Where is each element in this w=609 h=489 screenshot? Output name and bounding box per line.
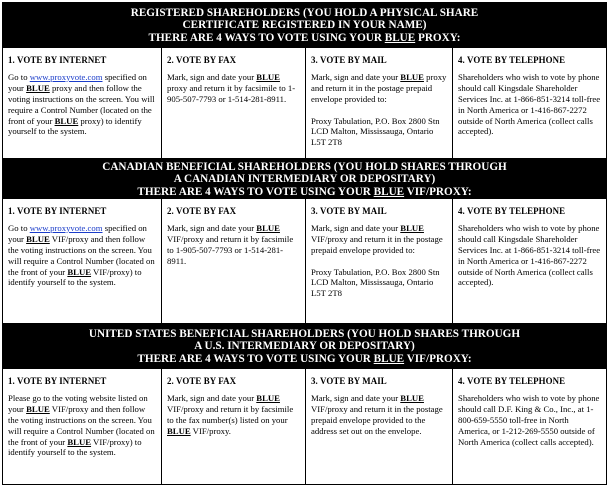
cell-title: 1. VOTE BY INTERNET [8, 55, 107, 65]
canadian-beneficial-section [3, 158, 606, 323]
vote-by-mail-cell: 3. VOTE BY MAIL Mark, sign and date your BLUE VIF/proxy and return it in the postage prepaid envelope provided to the address set out on the envelope. [306, 369, 453, 484]
cell-title: 4. VOTE BY TELEPHONE [458, 55, 566, 65]
vote-by-telephone-cell: 4. VOTE BY TELEPHONE Shareholders who wish to vote by phone should call D.F. King & Co., Inc., at 1-800-659-5550 toll-free in North America, or 1-212-269-5550 outside of North America (collect calls accepted). [453, 369, 606, 484]
vote-by-fax-cell: 2. VOTE BY FAX Mark, sign and date your BLUE VIF/proxy and return it by facsimile to 1-905-507-7793 or 1-514-281-8911. [162, 199, 306, 323]
mail-address: Proxy Tabulation, P.O. Box 2800 Stn LCD Malton, Mississauga, Ontario L5T 2T8 [311, 115, 440, 148]
cell-title: 4. VOTE BY TELEPHONE [458, 376, 566, 386]
header-line-3: THERE ARE 4 WAYS TO VOTE USING YOUR BLUE VIF/PROXY: [137, 185, 472, 198]
section-header [3, 158, 606, 199]
cell-title: 3. VOTE BY MAIL [311, 206, 387, 216]
vote-by-internet-cell: 1. VOTE BY INTERNET Please go to the voting website listed on your BLUE VIF/proxy and then follow the voting instructions on the screen. You will require a Control Number (located on the front of your BLUE VIF/proxy) to identify yourself to the system. [3, 369, 162, 484]
vote-by-telephone-cell: 4. VOTE BY TELEPHONE Shareholders who wish to vote by phone should call Kingsdale Shareholder Services Inc. at 1-866-851-3214 toll-free in North America or 1-416-867-2272 outside of North America (collect calls accepted). [458, 206, 601, 288]
header-line-1: UNITED STATES BENEFICIAL SHAREHOLDERS (YOU HOLD SHARES THROUGH [88, 328, 521, 340]
proxyvote-link[interactable]: www.proxyvote.com [29, 222, 103, 233]
header-line-2: A U.S. INTERMEDIARY OR DEPOSITARY) [194, 340, 415, 353]
proxyvote-link[interactable]: www.proxyvote.com [29, 71, 103, 82]
cell-title: 2. VOTE BY FAX [167, 376, 237, 386]
cell-title: 3. VOTE BY MAIL [311, 55, 387, 65]
header-line-2: CERTIFICATE REGISTERED IN YOUR NAME) [182, 19, 427, 32]
header-line-3: THERE ARE 4 WAYS TO VOTE USING YOUR BLUE VIF/PROXY: [137, 352, 472, 365]
header-line-1: REGISTERED SHAREHOLDERS (YOU HOLD A PHYSICAL SHARE [130, 7, 479, 19]
vote-by-internet-cell: 1. VOTE BY INTERNET Go to www.proxyvote.com specified on your BLUE proxy and then follow the voting instructions on the screen. You will require a Control Number (located on the front of your BLUE proxy) to identify yourself to the system. [3, 48, 162, 158]
voting-methods-row [3, 199, 606, 323]
header-line-3: THERE ARE 4 WAYS TO VOTE USING YOUR BLUE PROXY: [148, 31, 461, 44]
vote-by-fax-cell: 2. VOTE BY FAX Mark, sign and date your BLUE VIF/proxy and return it by facsimile to the fax number(s) listed on your BLUE VIF/proxy. [162, 369, 306, 484]
cell-title: 4. VOTE BY TELEPHONE [458, 206, 566, 216]
mail-address: Proxy Tabulation, P.O. Box 2800 Stn LCD Malton, Mississauga, Ontario L5T 2T8 [311, 266, 440, 299]
cell-title: 1. VOTE BY INTERNET [8, 376, 107, 386]
vote-by-internet-cell: 1. VOTE BY INTERNET Go to www.proxyvote.com specified on your BLUE VIF/proxy and then follow the voting instructions on the screen. You will require a Control Number (located on the front of your BLUE VIF/proxy) to identify yourself to the system. [3, 199, 162, 323]
cell-title: 2. VOTE BY FAX [167, 206, 237, 216]
voting-methods-row [3, 369, 606, 484]
header-line-1: CANADIAN BENEFICIAL SHAREHOLDERS (YOU HOLD SHARES THROUGH [102, 161, 507, 173]
cell-title: 1. VOTE BY INTERNET [8, 206, 107, 216]
voting-methods-row [3, 48, 606, 158]
cell-title: 2. VOTE BY FAX [167, 55, 237, 65]
registered-shareholders-section [3, 3, 606, 158]
section-header [3, 3, 606, 48]
vote-by-fax-cell: 2. VOTE BY FAX Mark, sign and date your BLUE proxy and return it by facsimile to 1-905-507-7793 or 1-514-281-8911. [162, 48, 306, 158]
header-line-2: A CANADIAN INTERMEDIARY OR DEPOSITARY) [173, 173, 436, 186]
cell-title: 3. VOTE BY MAIL [311, 376, 387, 386]
voting-instructions-table [2, 2, 607, 485]
vote-by-mail-cell: 3. VOTE BY MAIL Mark, sign and date your BLUE VIF/proxy and return it in the postage prepaid envelope provided to: Proxy Tabulation, P.O. Box 2800 Stn LCD Malton, Mississauga, Ontario L5T 2T8 [306, 199, 453, 323]
vote-by-mail-cell: 3. VOTE BY MAIL Mark, sign and date your BLUE proxy and return it in the postage prepaid envelope provided to: Proxy Tabulation, P.O. Box 2800 Stn LCD Malton, Mississauga, Ontario L5T 2T8 [306, 48, 453, 158]
section-header [3, 323, 606, 369]
vote-by-telephone-cell: 4. VOTE BY TELEPHONE Shareholders who wish to vote by phone should call Kingsdale Shareholder Services Inc. at 1-866-851-3214 toll-free in North America or 1-416-867-2272 outside of North America (collect calls accepted). [458, 55, 601, 137]
us-beneficial-section [3, 323, 606, 484]
